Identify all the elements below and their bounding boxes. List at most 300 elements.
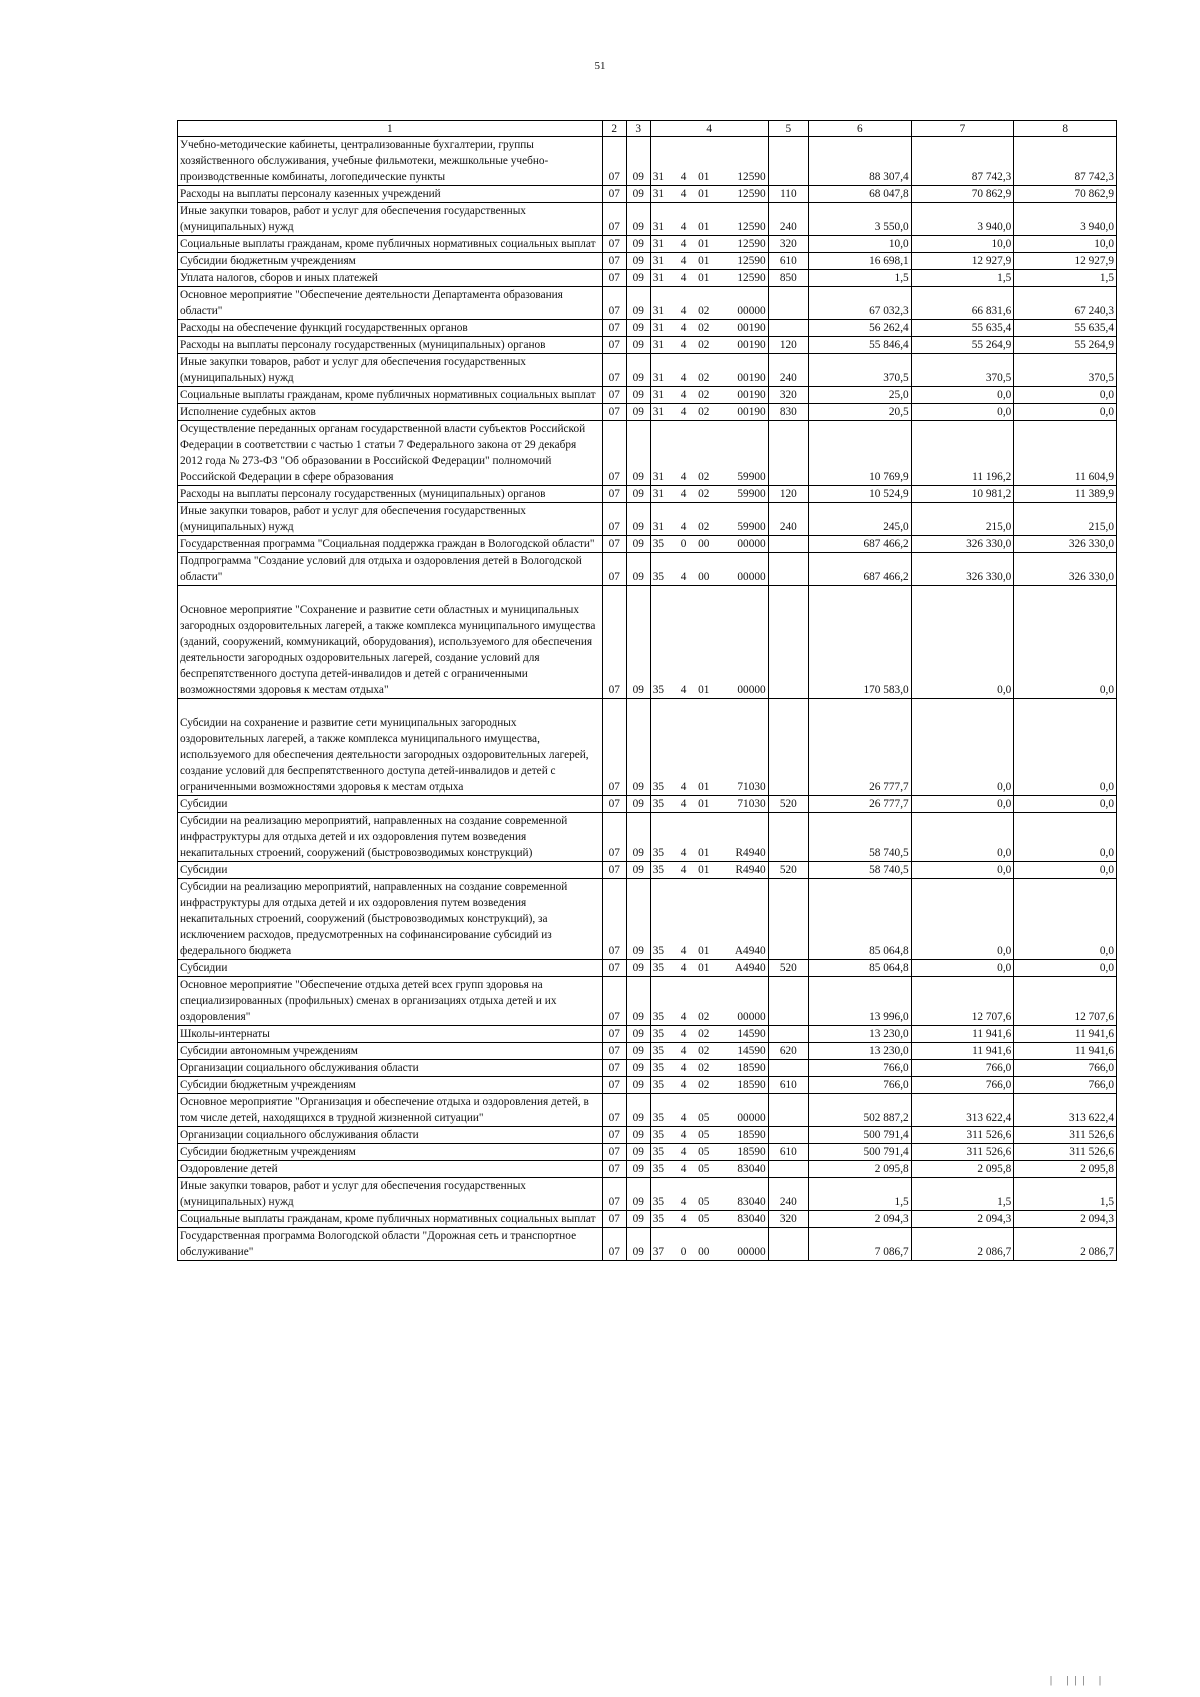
subprogram-code: 4 bbox=[674, 813, 693, 862]
amount-col-6: 25,0 bbox=[809, 387, 912, 404]
amount-col-8: 11 604,9 bbox=[1014, 421, 1117, 486]
activity-code: 01 bbox=[693, 586, 715, 699]
amount-col-6: 16 698,1 bbox=[809, 253, 912, 270]
amount-col-8: 67 240,3 bbox=[1014, 287, 1117, 320]
table-row bbox=[178, 879, 1117, 960]
activity-code: 05 bbox=[693, 1144, 715, 1161]
section-code: 07 bbox=[602, 699, 626, 796]
subprogram-code: 4 bbox=[674, 862, 693, 879]
amount-col-7: 311 526,6 bbox=[911, 1127, 1014, 1144]
row-name: Школы-интернаты bbox=[178, 1026, 603, 1043]
row-name: Расходы на выплаты персоналу государственных (муниципальных) органов bbox=[178, 486, 603, 503]
activity-code: 02 bbox=[693, 503, 715, 536]
direction-code: 00190 bbox=[715, 320, 769, 337]
subprogram-code: 4 bbox=[674, 586, 693, 699]
amount-col-6: 88 307,4 bbox=[809, 137, 912, 186]
amount-col-8: 326 330,0 bbox=[1014, 553, 1117, 586]
subprogram-code: 4 bbox=[674, 1161, 693, 1178]
amount-col-7: 0,0 bbox=[911, 387, 1014, 404]
subsection-code: 09 bbox=[626, 421, 650, 486]
amount-col-8: 55 635,4 bbox=[1014, 320, 1117, 337]
activity-code: 05 bbox=[693, 1094, 715, 1127]
table-body bbox=[178, 137, 1117, 1261]
table-row bbox=[178, 203, 1117, 236]
amount-col-8: 0,0 bbox=[1014, 796, 1117, 813]
amount-col-7: 0,0 bbox=[911, 879, 1014, 960]
direction-code: 18590 bbox=[715, 1060, 769, 1077]
table-row bbox=[178, 270, 1117, 287]
program-code: 35 bbox=[650, 1094, 674, 1127]
subprogram-code: 4 bbox=[674, 1178, 693, 1211]
expense-type-code bbox=[768, 553, 808, 586]
activity-code: 02 bbox=[693, 337, 715, 354]
subprogram-code: 4 bbox=[674, 137, 693, 186]
program-code: 35 bbox=[650, 1161, 674, 1178]
row-name: Субсидии на сохранение и развитие сети муниципальных загородных оздоровительных лагерей, а также комплекса муниципального имущества, используемого для обеспечения деятельности загородных оздоровительных лагерей, создание условий для беспрепятственного доступа детей-инвалидов и детей с ограниченными возможностями здоровья к местам отдыха bbox=[178, 699, 603, 796]
subsection-code: 09 bbox=[626, 1144, 650, 1161]
subprogram-code: 4 bbox=[674, 1144, 693, 1161]
activity-code: 00 bbox=[693, 536, 715, 553]
section-code: 07 bbox=[602, 1077, 626, 1094]
amount-col-7: 370,5 bbox=[911, 354, 1014, 387]
amount-col-7: 0,0 bbox=[911, 862, 1014, 879]
expense-type-code bbox=[768, 586, 808, 699]
program-code: 31 bbox=[650, 387, 674, 404]
amount-col-7: 66 831,6 bbox=[911, 287, 1014, 320]
row-name: Субсидии bbox=[178, 862, 603, 879]
row-name: Оздоровление детей bbox=[178, 1161, 603, 1178]
subprogram-code: 4 bbox=[674, 796, 693, 813]
subsection-code: 09 bbox=[626, 1077, 650, 1094]
program-code: 35 bbox=[650, 1144, 674, 1161]
activity-code: 01 bbox=[693, 137, 715, 186]
subsection-code: 09 bbox=[626, 1161, 650, 1178]
row-name: Субсидии на реализацию мероприятий, направленных на создание современной инфраструктуры для отдыха детей и их оздоровления путем возведения некапитальных строений, сооружений (быстровозводимых конструкций), за исключением расходов, предусмотренных на софинансирование субсидий из федерального бюджета bbox=[178, 879, 603, 960]
row-name: Социальные выплаты гражданам, кроме публичных нормативных социальных выплат bbox=[178, 1211, 603, 1228]
direction-code: 18590 bbox=[715, 1077, 769, 1094]
expense-type-code bbox=[768, 1094, 808, 1127]
section-code: 07 bbox=[602, 1043, 626, 1060]
activity-code: 02 bbox=[693, 387, 715, 404]
subsection-code: 09 bbox=[626, 1178, 650, 1211]
expense-type-code: 320 bbox=[768, 387, 808, 404]
subsection-code: 09 bbox=[626, 387, 650, 404]
amount-col-6: 13 230,0 bbox=[809, 1043, 912, 1060]
amount-col-7: 766,0 bbox=[911, 1077, 1014, 1094]
amount-col-7: 11 941,6 bbox=[911, 1026, 1014, 1043]
direction-code: 83040 bbox=[715, 1211, 769, 1228]
amount-col-6: 500 791,4 bbox=[809, 1127, 912, 1144]
budget-table bbox=[177, 120, 1117, 1261]
direction-code: 00190 bbox=[715, 337, 769, 354]
subsection-code: 09 bbox=[626, 1026, 650, 1043]
direction-code: 12590 bbox=[715, 270, 769, 287]
subsection-code: 09 bbox=[626, 1127, 650, 1144]
amount-col-6: 58 740,5 bbox=[809, 862, 912, 879]
section-code: 07 bbox=[602, 1094, 626, 1127]
expense-type-code bbox=[768, 320, 808, 337]
expense-type-code: 610 bbox=[768, 1144, 808, 1161]
amount-col-6: 10 524,9 bbox=[809, 486, 912, 503]
program-code: 37 bbox=[650, 1228, 674, 1261]
program-code: 31 bbox=[650, 203, 674, 236]
amount-col-6: 2 094,3 bbox=[809, 1211, 912, 1228]
table-row bbox=[178, 387, 1117, 404]
amount-col-8: 0,0 bbox=[1014, 699, 1117, 796]
activity-code: 02 bbox=[693, 404, 715, 421]
amount-col-6: 1,5 bbox=[809, 1178, 912, 1211]
amount-col-6: 85 064,8 bbox=[809, 960, 912, 977]
activity-code: 02 bbox=[693, 486, 715, 503]
amount-col-7: 55 264,9 bbox=[911, 337, 1014, 354]
direction-code: 00190 bbox=[715, 387, 769, 404]
expense-type-code: 320 bbox=[768, 236, 808, 253]
table-row bbox=[178, 813, 1117, 862]
direction-code: 00000 bbox=[715, 287, 769, 320]
amount-col-7: 0,0 bbox=[911, 586, 1014, 699]
amount-col-8: 2 086,7 bbox=[1014, 1228, 1117, 1261]
direction-code: 00000 bbox=[715, 586, 769, 699]
direction-code: 83040 bbox=[715, 1178, 769, 1211]
amount-col-8: 12 707,6 bbox=[1014, 977, 1117, 1026]
expense-type-code bbox=[768, 1228, 808, 1261]
section-code: 07 bbox=[602, 879, 626, 960]
subprogram-code: 4 bbox=[674, 486, 693, 503]
amount-col-7: 0,0 bbox=[911, 813, 1014, 862]
direction-code: 00000 bbox=[715, 977, 769, 1026]
direction-code: 00190 bbox=[715, 354, 769, 387]
section-code: 07 bbox=[602, 137, 626, 186]
direction-code: 14590 bbox=[715, 1026, 769, 1043]
subsection-code: 09 bbox=[626, 536, 650, 553]
section-code: 07 bbox=[602, 1178, 626, 1211]
subsection-code: 09 bbox=[626, 879, 650, 960]
subsection-code: 09 bbox=[626, 486, 650, 503]
subprogram-code: 4 bbox=[674, 320, 693, 337]
program-code: 35 bbox=[650, 699, 674, 796]
table-row bbox=[178, 503, 1117, 536]
amount-col-8: 3 940,0 bbox=[1014, 203, 1117, 236]
expense-type-code: 120 bbox=[768, 486, 808, 503]
table-row bbox=[178, 1077, 1117, 1094]
section-code: 07 bbox=[602, 960, 626, 977]
table-row bbox=[178, 960, 1117, 977]
amount-col-8: 55 264,9 bbox=[1014, 337, 1117, 354]
subsection-code: 09 bbox=[626, 137, 650, 186]
section-code: 07 bbox=[602, 404, 626, 421]
subsection-code: 09 bbox=[626, 1228, 650, 1261]
expense-type-code: 240 bbox=[768, 354, 808, 387]
program-code: 35 bbox=[650, 1178, 674, 1211]
scan-artifact: | ||| | bbox=[1050, 1675, 1108, 1686]
activity-code: 01 bbox=[693, 203, 715, 236]
row-name: Государственная программа Вологодской области "Дорожная сеть и транспортное обслуживание" bbox=[178, 1228, 603, 1261]
amount-col-7: 2 095,8 bbox=[911, 1161, 1014, 1178]
row-name: Иные закупки товаров, работ и услуг для обеспечения государственных (муниципальных) нужд bbox=[178, 1178, 603, 1211]
subsection-code: 09 bbox=[626, 203, 650, 236]
section-code: 07 bbox=[602, 796, 626, 813]
subsection-code: 09 bbox=[626, 1043, 650, 1060]
subsection-code: 09 bbox=[626, 253, 650, 270]
row-name: Исполнение судебных актов bbox=[178, 404, 603, 421]
program-code: 35 bbox=[650, 796, 674, 813]
amount-col-8: 11 941,6 bbox=[1014, 1043, 1117, 1060]
row-name: Расходы на выплаты персоналу казенных учреждений bbox=[178, 186, 603, 203]
amount-col-7: 10 981,2 bbox=[911, 486, 1014, 503]
amount-col-7: 3 940,0 bbox=[911, 203, 1014, 236]
program-code: 31 bbox=[650, 320, 674, 337]
section-code: 07 bbox=[602, 1228, 626, 1261]
activity-code: 02 bbox=[693, 421, 715, 486]
amount-col-6: 58 740,5 bbox=[809, 813, 912, 862]
expense-type-code: 320 bbox=[768, 1211, 808, 1228]
subprogram-code: 4 bbox=[674, 503, 693, 536]
row-name: Субсидии bbox=[178, 796, 603, 813]
activity-code: 05 bbox=[693, 1127, 715, 1144]
program-code: 31 bbox=[650, 404, 674, 421]
row-name: Основное мероприятие "Сохранение и развитие сети областных и муниципальных загородных оздоровительных лагерей, а также комплекса муниципального имущества (зданий, сооружений, коммуникаций, оборудования), используемого для обеспечения деятельности загородных оздоровительных лагерей, создание условий для беспрепятственного доступа детей-инвалидов и детей с ограниченными возможностями здоровья к местам отдыха" bbox=[178, 586, 603, 699]
subprogram-code: 0 bbox=[674, 1228, 693, 1261]
activity-code: 01 bbox=[693, 253, 715, 270]
amount-col-6: 55 846,4 bbox=[809, 337, 912, 354]
amount-col-6: 766,0 bbox=[809, 1060, 912, 1077]
subsection-code: 09 bbox=[626, 287, 650, 320]
amount-col-6: 687 466,2 bbox=[809, 553, 912, 586]
direction-code: 14590 bbox=[715, 1043, 769, 1060]
row-name: Иные закупки товаров, работ и услуг для обеспечения государственных (муниципальных) нужд bbox=[178, 503, 603, 536]
expense-type-code bbox=[768, 287, 808, 320]
subprogram-code: 4 bbox=[674, 287, 693, 320]
program-code: 35 bbox=[650, 1211, 674, 1228]
amount-col-8: 1,5 bbox=[1014, 270, 1117, 287]
table-row bbox=[178, 796, 1117, 813]
amount-col-7: 1,5 bbox=[911, 1178, 1014, 1211]
amount-col-7: 10,0 bbox=[911, 236, 1014, 253]
direction-code: А4940 bbox=[715, 960, 769, 977]
expense-type-code bbox=[768, 536, 808, 553]
row-name: Подпрограмма "Создание условий для отдыха и оздоровления детей в Вологодской области" bbox=[178, 553, 603, 586]
header-cell: 4 bbox=[650, 121, 768, 137]
table-row bbox=[178, 1144, 1117, 1161]
program-code: 31 bbox=[650, 236, 674, 253]
row-name: Основное мероприятие "Обеспечение отдыха детей всех групп здоровья на специализированных (профильных) сменах в организациях отдыха детей и их оздоровления" bbox=[178, 977, 603, 1026]
section-code: 07 bbox=[602, 486, 626, 503]
amount-col-7: 1,5 bbox=[911, 270, 1014, 287]
program-code: 35 bbox=[650, 862, 674, 879]
expense-type-code: 240 bbox=[768, 203, 808, 236]
amount-col-6: 7 086,7 bbox=[809, 1228, 912, 1261]
table-row bbox=[178, 586, 1117, 699]
subprogram-code: 4 bbox=[674, 553, 693, 586]
amount-col-8: 0,0 bbox=[1014, 404, 1117, 421]
subsection-code: 09 bbox=[626, 503, 650, 536]
table-row bbox=[178, 1228, 1117, 1261]
section-code: 07 bbox=[602, 203, 626, 236]
amount-col-7: 11 941,6 bbox=[911, 1043, 1014, 1060]
program-code: 35 bbox=[650, 960, 674, 977]
table-row bbox=[178, 1211, 1117, 1228]
subsection-code: 09 bbox=[626, 1094, 650, 1127]
program-code: 31 bbox=[650, 421, 674, 486]
section-code: 07 bbox=[602, 586, 626, 699]
expense-type-code: 240 bbox=[768, 1178, 808, 1211]
section-code: 07 bbox=[602, 977, 626, 1026]
amount-col-8: 12 927,9 bbox=[1014, 253, 1117, 270]
table-row bbox=[178, 1026, 1117, 1043]
subprogram-code: 4 bbox=[674, 236, 693, 253]
direction-code: 18590 bbox=[715, 1127, 769, 1144]
amount-col-8: 766,0 bbox=[1014, 1060, 1117, 1077]
subprogram-code: 4 bbox=[674, 1060, 693, 1077]
row-name: Осуществление переданных органам государственной власти субъектов Российской Федерации в соответствии с частью 1 статьи 7 Федерального закона от 29 декабря 2012 года № 273-ФЗ "Об образовании в Российской Федерации" полномочий Российской Федерации в сфере образования bbox=[178, 421, 603, 486]
section-code: 07 bbox=[602, 253, 626, 270]
program-code: 31 bbox=[650, 186, 674, 203]
subsection-code: 09 bbox=[626, 813, 650, 862]
amount-col-7: 11 196,2 bbox=[911, 421, 1014, 486]
section-code: 07 bbox=[602, 1127, 626, 1144]
section-code: 07 bbox=[602, 503, 626, 536]
subprogram-code: 4 bbox=[674, 960, 693, 977]
table-header bbox=[178, 121, 1117, 137]
table-row bbox=[178, 137, 1117, 186]
amount-col-7: 326 330,0 bbox=[911, 553, 1014, 586]
subsection-code: 09 bbox=[626, 354, 650, 387]
subsection-code: 09 bbox=[626, 960, 650, 977]
program-code: 31 bbox=[650, 137, 674, 186]
activity-code: 05 bbox=[693, 1161, 715, 1178]
program-code: 35 bbox=[650, 1127, 674, 1144]
expense-type-code: 240 bbox=[768, 503, 808, 536]
amount-col-6: 13 996,0 bbox=[809, 977, 912, 1026]
amount-col-8: 313 622,4 bbox=[1014, 1094, 1117, 1127]
program-code: 35 bbox=[650, 586, 674, 699]
table-row bbox=[178, 287, 1117, 320]
direction-code: 00000 bbox=[715, 536, 769, 553]
program-code: 35 bbox=[650, 536, 674, 553]
subprogram-code: 4 bbox=[674, 1077, 693, 1094]
row-name: Организации социального обслуживания области bbox=[178, 1127, 603, 1144]
subprogram-code: 4 bbox=[674, 387, 693, 404]
direction-code: 12590 bbox=[715, 253, 769, 270]
subsection-code: 09 bbox=[626, 337, 650, 354]
row-name: Государственная программа "Социальная поддержка граждан в Вологодской области" bbox=[178, 536, 603, 553]
row-name: Социальные выплаты гражданам, кроме публичных нормативных социальных выплат bbox=[178, 236, 603, 253]
section-code: 07 bbox=[602, 287, 626, 320]
amount-col-7: 2 086,7 bbox=[911, 1228, 1014, 1261]
table-row bbox=[178, 977, 1117, 1026]
table-row bbox=[178, 186, 1117, 203]
table-row bbox=[178, 236, 1117, 253]
table-row bbox=[178, 1094, 1117, 1127]
amount-col-8: 0,0 bbox=[1014, 813, 1117, 862]
activity-code: 00 bbox=[693, 553, 715, 586]
amount-col-6: 26 777,7 bbox=[809, 699, 912, 796]
section-code: 07 bbox=[602, 813, 626, 862]
section-code: 07 bbox=[602, 320, 626, 337]
table-row bbox=[178, 354, 1117, 387]
direction-code: 12590 bbox=[715, 203, 769, 236]
amount-col-8: 0,0 bbox=[1014, 960, 1117, 977]
activity-code: 02 bbox=[693, 1043, 715, 1060]
amount-col-8: 766,0 bbox=[1014, 1077, 1117, 1094]
header-cell: 6 bbox=[809, 121, 912, 137]
amount-col-8: 215,0 bbox=[1014, 503, 1117, 536]
program-code: 31 bbox=[650, 253, 674, 270]
subprogram-code: 4 bbox=[674, 337, 693, 354]
section-code: 07 bbox=[602, 354, 626, 387]
program-code: 35 bbox=[650, 879, 674, 960]
table-row bbox=[178, 1127, 1117, 1144]
subsection-code: 09 bbox=[626, 1060, 650, 1077]
amount-col-7: 0,0 bbox=[911, 699, 1014, 796]
program-code: 35 bbox=[650, 1026, 674, 1043]
amount-col-6: 502 887,2 bbox=[809, 1094, 912, 1127]
amount-col-6: 26 777,7 bbox=[809, 796, 912, 813]
activity-code: 01 bbox=[693, 879, 715, 960]
section-code: 07 bbox=[602, 553, 626, 586]
table-row bbox=[178, 253, 1117, 270]
subprogram-code: 4 bbox=[674, 1026, 693, 1043]
direction-code: 00000 bbox=[715, 1228, 769, 1261]
section-code: 07 bbox=[602, 387, 626, 404]
subprogram-code: 4 bbox=[674, 270, 693, 287]
direction-code: 12590 bbox=[715, 236, 769, 253]
subsection-code: 09 bbox=[626, 796, 650, 813]
amount-col-7: 12 927,9 bbox=[911, 253, 1014, 270]
activity-code: 02 bbox=[693, 320, 715, 337]
activity-code: 01 bbox=[693, 236, 715, 253]
table-row bbox=[178, 862, 1117, 879]
program-code: 35 bbox=[650, 1043, 674, 1060]
direction-code: R4940 bbox=[715, 862, 769, 879]
direction-code: 00000 bbox=[715, 1094, 769, 1127]
amount-col-6: 766,0 bbox=[809, 1077, 912, 1094]
subprogram-code: 4 bbox=[674, 699, 693, 796]
program-code: 31 bbox=[650, 503, 674, 536]
activity-code: 02 bbox=[693, 287, 715, 320]
direction-code: 59900 bbox=[715, 503, 769, 536]
amount-col-8: 0,0 bbox=[1014, 862, 1117, 879]
amount-col-6: 67 032,3 bbox=[809, 287, 912, 320]
program-code: 35 bbox=[650, 1060, 674, 1077]
row-name: Иные закупки товаров, работ и услуг для обеспечения государственных (муниципальных) нужд bbox=[178, 354, 603, 387]
amount-col-7: 0,0 bbox=[911, 960, 1014, 977]
expense-type-code: 610 bbox=[768, 1077, 808, 1094]
subprogram-code: 4 bbox=[674, 203, 693, 236]
row-name: Субсидии bbox=[178, 960, 603, 977]
amount-col-6: 687 466,2 bbox=[809, 536, 912, 553]
table-row bbox=[178, 320, 1117, 337]
section-code: 07 bbox=[602, 536, 626, 553]
subprogram-code: 4 bbox=[674, 404, 693, 421]
expense-type-code: 850 bbox=[768, 270, 808, 287]
amount-col-6: 370,5 bbox=[809, 354, 912, 387]
amount-col-7: 2 094,3 bbox=[911, 1211, 1014, 1228]
amount-col-8: 1,5 bbox=[1014, 1178, 1117, 1211]
table-row bbox=[178, 1060, 1117, 1077]
direction-code: 00190 bbox=[715, 404, 769, 421]
program-code: 31 bbox=[650, 354, 674, 387]
header-cell: 5 bbox=[768, 121, 808, 137]
amount-col-8: 0,0 bbox=[1014, 879, 1117, 960]
amount-col-8: 326 330,0 bbox=[1014, 536, 1117, 553]
subprogram-code: 4 bbox=[674, 186, 693, 203]
header-cell: 7 bbox=[911, 121, 1014, 137]
amount-col-6: 68 047,8 bbox=[809, 186, 912, 203]
expense-type-code bbox=[768, 1026, 808, 1043]
amount-col-6: 170 583,0 bbox=[809, 586, 912, 699]
row-name: Иные закупки товаров, работ и услуг для обеспечения государственных (муниципальных) нужд bbox=[178, 203, 603, 236]
